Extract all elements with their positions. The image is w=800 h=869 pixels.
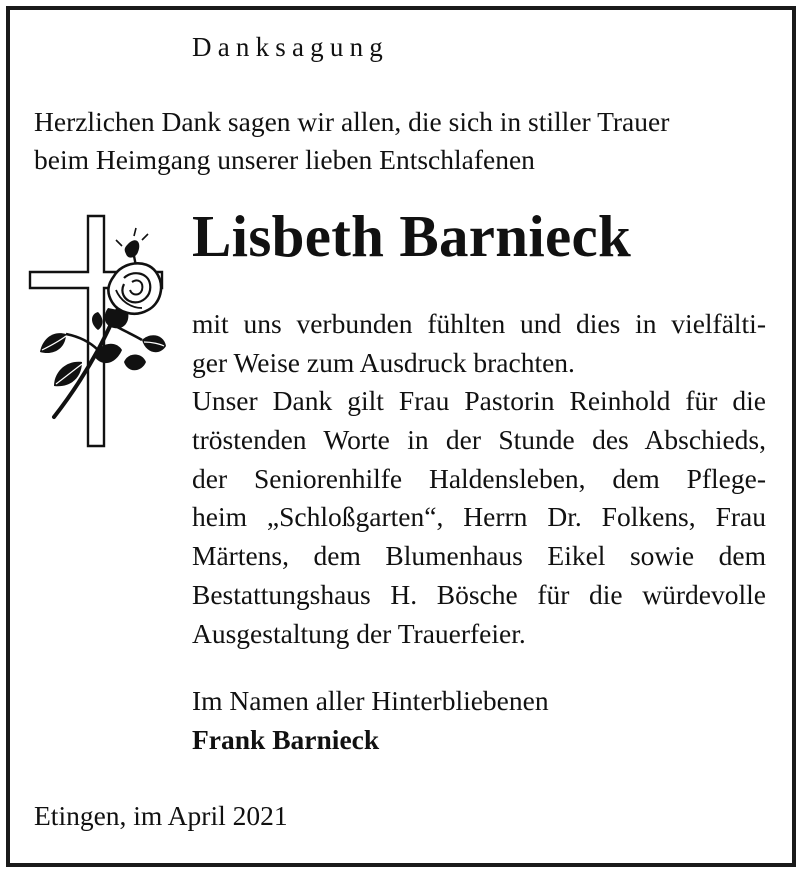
body-line-8: Bestattungshaus H. Bösche für die würdevolle — [192, 578, 766, 610]
body-line-3: Unser Dank gilt Frau Pastorin Reinhold für die — [192, 385, 766, 417]
body-text — [192, 305, 766, 653]
cross-with-rose-icon — [24, 212, 170, 450]
body-line-4: tröstenden Worte in der Stunde des Abschieds, — [192, 424, 766, 456]
intro-text — [34, 103, 669, 179]
closing-line: Im Namen aller Hinterbliebenen — [192, 685, 549, 716]
intro-line-2: beim Heimgang unserer lieben Entschlafenen — [34, 144, 535, 175]
body-line-7: Märtens, dem Blumenhaus Eikel sowie dem — [192, 540, 766, 572]
place-date: Etingen, im April 2021 — [34, 800, 288, 831]
notice-heading: Danksagung — [192, 32, 389, 62]
signer-name: Frank Barnieck — [192, 724, 380, 755]
body-line-5: der Seniorenhilfe Haldensleben, dem Pflege- — [192, 462, 766, 494]
intro-line-1: Herzlichen Dank sagen wir allen, die sich in stiller Trauer — [34, 106, 670, 137]
body-line-6: heim „Schloßgarten“, Herrn Dr. Folkens, Frau — [192, 501, 766, 533]
body-line-9: Ausgestaltung der Trauerfeier. — [192, 617, 526, 649]
body-line-1: mit uns verbunden fühlten und dies in vielfälti- — [192, 308, 766, 339]
deceased-name: Lisbeth Barnieck — [192, 203, 632, 269]
body-line-2: ger Weise zum Ausdruck brachten. — [192, 346, 575, 378]
